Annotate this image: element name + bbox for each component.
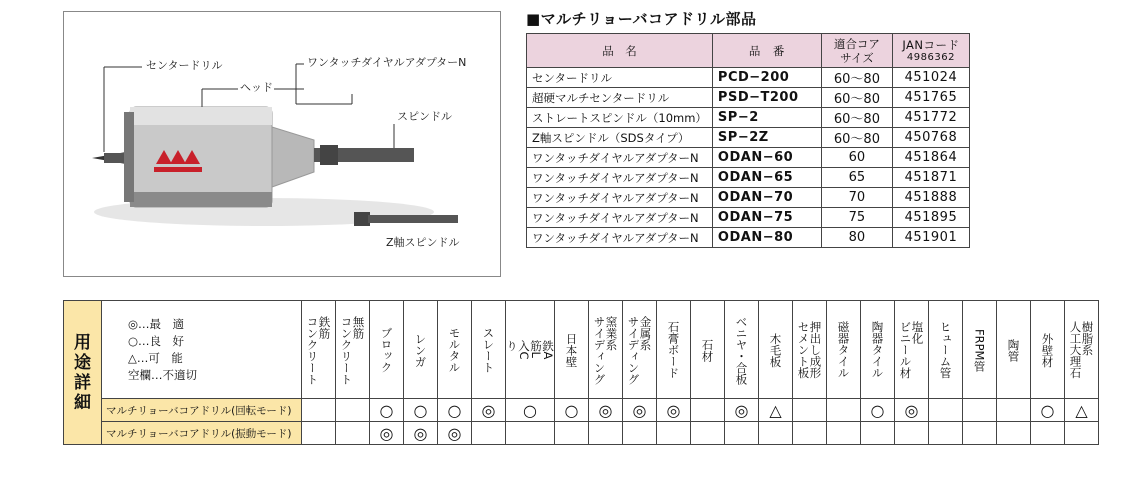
part-size: 65 — [821, 168, 892, 188]
material-header: 陶管 — [997, 301, 1031, 399]
part-size: 70 — [821, 188, 892, 208]
suitability-mark — [555, 422, 589, 445]
suitability-mark — [793, 422, 827, 445]
part-code: SP−2 — [712, 108, 821, 128]
usage-side-label: 用 途 詳 細 — [64, 301, 102, 445]
material-header: 樹脂系 人工大理石 — [1065, 301, 1099, 399]
material-header: レンガ — [404, 301, 438, 399]
material-header: 日本壁 — [555, 301, 589, 399]
material-header: 陶器タイル — [861, 301, 895, 399]
suitability-mark — [623, 422, 657, 445]
part-code: ODAN−65 — [712, 168, 821, 188]
usage-table — [63, 300, 1099, 445]
part-size: 60〜80 — [821, 108, 892, 128]
suitability-mark — [997, 422, 1031, 445]
part-size: 60 — [821, 148, 892, 168]
suitability-mark — [1065, 422, 1099, 445]
suitability-mark: ◎ — [404, 422, 438, 445]
suitability-mark — [506, 422, 555, 445]
suitability-mark — [336, 399, 370, 422]
suitability-mark — [895, 422, 929, 445]
suitability-mark: ◎ — [623, 399, 657, 422]
callout-spindle: スピンドル — [397, 110, 452, 123]
suitability-mark: ◎ — [725, 399, 759, 422]
header-name: 品 名 — [527, 34, 713, 68]
material-header: ブロック — [370, 301, 404, 399]
part-code: PSD−T200 — [712, 88, 821, 108]
suitability-mark — [827, 422, 861, 445]
suitability-mark — [963, 422, 997, 445]
part-code: PCD−200 — [712, 68, 821, 88]
suitability-mark: ○ — [506, 399, 555, 422]
product-image-panel — [63, 11, 501, 277]
suitability-mark — [1031, 422, 1065, 445]
usage-row-label: マルチリョーバコアドリル(振動モード) — [102, 422, 302, 445]
suitability-mark: ◎ — [438, 422, 472, 445]
suitability-mark — [589, 422, 623, 445]
part-jan: 451024 — [892, 68, 969, 88]
material-header: スレート — [472, 301, 506, 399]
material-header: 磁器タイル — [827, 301, 861, 399]
suitability-mark: ◎ — [657, 399, 691, 422]
suitability-mark — [691, 399, 725, 422]
part-name: ワンタッチダイヤルアダプターN — [527, 148, 713, 168]
suitability-mark: ○ — [404, 399, 438, 422]
suitability-mark — [793, 399, 827, 422]
callout-head: ヘッド — [240, 81, 273, 94]
parts-row — [527, 148, 970, 168]
part-name: ストレートスピンドル（10mm） — [527, 108, 713, 128]
part-jan: 451901 — [892, 228, 969, 248]
material-header: 塩化 ビニール材 — [895, 301, 929, 399]
parts-row — [527, 128, 970, 148]
part-code: ODAN−75 — [712, 208, 821, 228]
part-jan: 450768 — [892, 128, 969, 148]
part-size: 60〜80 — [821, 88, 892, 108]
part-name: ワンタッチダイヤルアダプターN — [527, 208, 713, 228]
parts-row — [527, 108, 970, 128]
parts-row — [527, 88, 970, 108]
suitability-mark — [725, 422, 759, 445]
suitability-mark — [963, 399, 997, 422]
suitability-mark — [472, 422, 506, 445]
suitability-mark — [929, 399, 963, 422]
suitability-mark: ○ — [438, 399, 472, 422]
material-header: 木毛板 — [759, 301, 793, 399]
part-name: ワンタッチダイヤルアダプターN — [527, 228, 713, 248]
callout-center-drill: センタードリル — [146, 59, 223, 72]
suitability-mark — [302, 422, 336, 445]
material-header: 石膏ボード — [657, 301, 691, 399]
suitability-mark: ○ — [1031, 399, 1065, 422]
suitability-mark — [336, 422, 370, 445]
part-code: ODAN−60 — [712, 148, 821, 168]
part-code: ODAN−80 — [712, 228, 821, 248]
suitability-mark: ◎ — [370, 422, 404, 445]
part-jan: 451765 — [892, 88, 969, 108]
material-header: 金属系 サイディング — [623, 301, 657, 399]
suitability-mark: △ — [1065, 399, 1099, 422]
material-header: ヒューム管 — [929, 301, 963, 399]
part-size: 75 — [821, 208, 892, 228]
parts-row — [527, 68, 970, 88]
part-name: Z軸スピンドル（SDSタイプ） — [527, 128, 713, 148]
part-name: センタードリル — [527, 68, 713, 88]
suitability-mark: ○ — [861, 399, 895, 422]
material-header: 無筋 コンクリート — [336, 301, 370, 399]
suitability-mark — [759, 422, 793, 445]
suitability-mark: ◎ — [895, 399, 929, 422]
usage-header-row — [64, 301, 1099, 399]
material-header: 石材 — [691, 301, 725, 399]
suitability-mark — [691, 422, 725, 445]
parts-row — [527, 228, 970, 248]
part-size: 60〜80 — [821, 68, 892, 88]
parts-row — [527, 168, 970, 188]
parts-title: ■マルチリョーバコアドリル部品 — [526, 10, 757, 28]
suitability-mark — [657, 422, 691, 445]
suitability-mark: ○ — [555, 399, 589, 422]
callout-adapter: ワンタッチダイヤルアダプターN — [307, 56, 467, 69]
part-name: 超硬マルチセンタードリル — [527, 88, 713, 108]
material-header: 押出し成形 セメント板 — [793, 301, 827, 399]
parts-row — [527, 208, 970, 228]
part-jan: 451888 — [892, 188, 969, 208]
usage-legend: ◎…最 適 ○…良 好 △…可 能 空欄…不適切 — [102, 301, 302, 399]
header-size: 適合コア サイズ — [821, 34, 892, 68]
material-header: 鉄筋 コンクリート — [302, 301, 336, 399]
material-header: ベニヤ・合板 — [725, 301, 759, 399]
part-jan: 451772 — [892, 108, 969, 128]
part-jan: 451864 — [892, 148, 969, 168]
parts-table — [526, 33, 970, 248]
suitability-mark — [929, 422, 963, 445]
material-header: 外壁材 — [1031, 301, 1065, 399]
part-jan: 451895 — [892, 208, 969, 228]
suitability-mark — [827, 399, 861, 422]
suitability-mark: △ — [759, 399, 793, 422]
part-jan: 451871 — [892, 168, 969, 188]
callout-z-spindle: Z軸スピンドル — [386, 236, 460, 249]
material-header: 鉄A 筋L 入C り — [506, 301, 555, 399]
material-header: FRPM管 — [963, 301, 997, 399]
part-code: SP−2Z — [712, 128, 821, 148]
header-jan: JANコード 4986362 — [892, 34, 969, 68]
suitability-mark: ◎ — [589, 399, 623, 422]
part-size: 60〜80 — [821, 128, 892, 148]
usage-row — [64, 422, 1099, 445]
part-code: ODAN−70 — [712, 188, 821, 208]
header-code: 品 番 — [712, 34, 821, 68]
material-header: モルタル — [438, 301, 472, 399]
part-name: ワンタッチダイヤルアダプターN — [527, 188, 713, 208]
parts-header-row — [527, 34, 970, 68]
suitability-mark: ○ — [370, 399, 404, 422]
suitability-mark — [861, 422, 895, 445]
suitability-mark: ◎ — [472, 399, 506, 422]
part-size: 80 — [821, 228, 892, 248]
part-name: ワンタッチダイヤルアダプターN — [527, 168, 713, 188]
material-header: 窯業系 サイディング — [589, 301, 623, 399]
parts-row — [527, 188, 970, 208]
suitability-mark — [302, 399, 336, 422]
suitability-mark — [997, 399, 1031, 422]
usage-row — [64, 399, 1099, 422]
usage-row-label: マルチリョーバコアドリル(回転モード) — [102, 399, 302, 422]
